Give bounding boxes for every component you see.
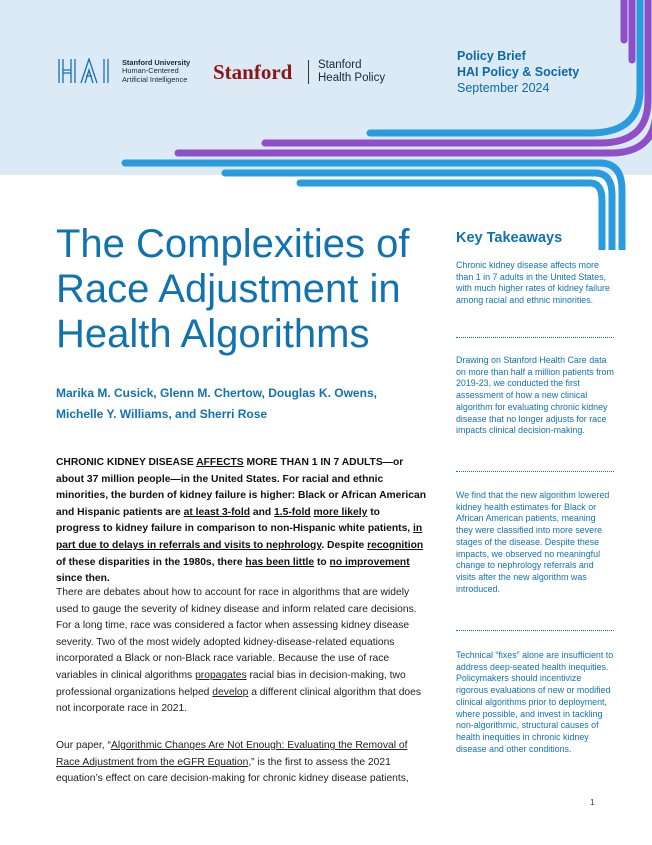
takeaway-divider	[456, 630, 614, 631]
stanford-health-policy-logo: Stanford Health Policy	[318, 59, 386, 84]
link-affects[interactable]: AFFECTS	[196, 457, 244, 468]
link-has-been-little[interactable]: has been little	[245, 556, 315, 568]
link-recognition[interactable]: recognition	[367, 539, 424, 551]
key-takeaways-heading: Key Takeaways	[456, 230, 563, 246]
lead-paragraph: CHRONIC KIDNEY DISEASE AFFECTS MORE THAN 1 IN 7 ADULTS—or about 37 million people—in the United States. For racial and ethnic minorities, the burden of kidney failure is higher: Black or African American and Hispanic patients are at least 3-fold and 1.5-fold more likely to progress to kidney failure in comparison to non-Hispanic white patients, in part due to delays in referrals and visits to nephrology. Despite recognition of these disparities in the 1980s, there has been little to no improvement since then.	[56, 457, 427, 585]
takeaway-item: Drawing on Stanford Health Care data on more than half a million patients from 2019-23, we conducted the first assessment of how a new clinical algorithm for evaluating chronic kidney disease that no longer adjusts for race impacts clinical decision-making.	[456, 355, 614, 436]
page-number: 1	[590, 798, 595, 807]
hai-logo-icon	[57, 58, 115, 84]
link-more-likely[interactable]: more likely	[313, 506, 368, 518]
link-3-fold[interactable]: at least 3-fold	[183, 506, 250, 518]
link-develop[interactable]: develop	[212, 686, 249, 698]
stanford-wordmark: Stanford	[213, 60, 293, 84]
takeaway-item: We find that the new algorithm lowered kidney health estimates for Black or African American patients, meaning they were classified into more severe stages of the disease. Despite these impacts, we observed no meaningful change to nephrology referrals and visits after the new algorithm was introduced.	[456, 490, 610, 594]
takeaway-item: Technical “fixes” alone are insufficient to address deep-seated health inequities. Policymakers should incentivize rigorous evaluations of new or modified clinical algorithms prior to deployment, where possible, and invest in tackling non-algorithmic, structural causes of health inequities in chronic kidney disease and other conditions.	[456, 650, 614, 754]
decorative-stripes	[0, 0, 652, 250]
hai-name: Stanford University Human-Centered Artificial Intelligence	[122, 58, 191, 84]
link-propagates[interactable]: propagates	[195, 669, 247, 681]
authors: Marika M. Cusick, Glenn M. Chertow, Douglas K. Owens, Michelle Y. Williams, and Sherri Rose	[56, 386, 377, 421]
link-delays-referrals[interactable]: in part due to delays in referrals and visits to nephrology	[56, 523, 423, 551]
takeaway-divider	[456, 337, 614, 338]
takeaway-item: Chronic kidney disease affects more than 1 in 7 adults in the United States, with much higher rates of kidney failure among racial and ethnic minorities.	[456, 260, 610, 306]
takeaway-divider	[456, 471, 614, 472]
link-paper-title[interactable]: Algorithmic Changes Are Not Enough: Evaluating the Removal of Race Adjustment from the eGFR Equation	[56, 740, 408, 768]
link-1-5-fold[interactable]: 1.5-fold	[274, 506, 311, 518]
policy-brief-label: Policy Brief HAI Policy & Society September 2024	[457, 49, 580, 95]
body-paragraph-3: Our paper, “Algorithmic Changes Are Not Enough: Evaluating the Removal of Race Adjustment from the eGFR Equation,” is the first to assess the 2021 equation’s effect on care decision-making for chronic kidney disease patients,	[56, 740, 409, 785]
page-title: The Complexities of Race Adjustment in Health Algorithms	[56, 222, 410, 356]
logo-divider	[308, 60, 309, 84]
body-paragraph-2: There are debates about how to account for race in algorithms that are widely used to gauge the severity of kidney disease and inform related care decisions. For a long time, race was considered a factor when assessing kidney disease severity. Two of the most widely adopted kidney-disease-related equations incorporated a Black or non-Black race variable. Because the use of race variables in clinical algorithms propagates racial bias in decision-making, two professional organizations helped develop a different clinical algorithm that does not incorporate race in 2021.	[56, 587, 422, 715]
link-no-improvement[interactable]: no improvement	[329, 556, 410, 568]
